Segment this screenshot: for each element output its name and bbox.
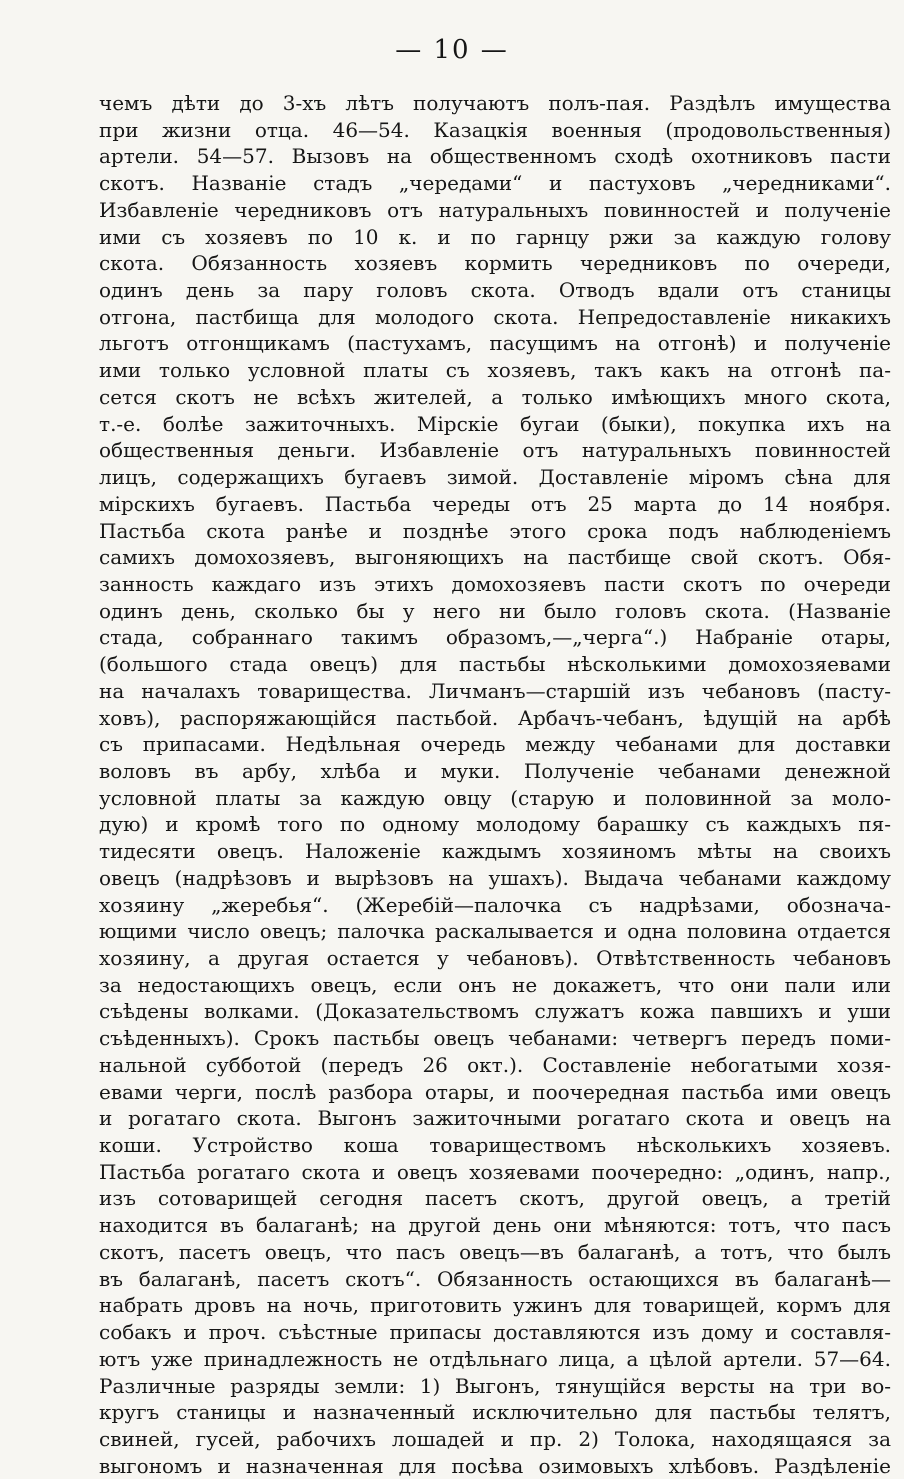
text-line: условной платы за каждую овцу (старую и половинной за моло-: [99, 785, 891, 810]
text-line: собакъ и проч. съѣстные припасы доставляются изъ дому и составля-: [99, 1320, 891, 1345]
text-line: сется скотъ не всѣхъ жителей, а только имѣющихъ много скота,: [99, 384, 891, 409]
text-line: мірскихъ бугаевъ. Пастьба череды отъ 25 марта до 14 ноября.: [99, 491, 891, 516]
text-line: ховъ), распоряжающійся пастьбой. Арбачъ-чебанъ, ѣдущій на арбѣ: [99, 705, 891, 730]
text-line: изъ сотоварищей сегодня пасетъ скотъ, другой овецъ, а третій: [99, 1186, 891, 1211]
text-line: ютъ уже принадлежность не отдѣльнаго лица, а цѣлой артели. 57—64.: [99, 1346, 891, 1371]
page-number: — 10 —: [395, 35, 509, 65]
text-line: лицъ, содержащихъ бугаевъ зимой. Доставленіе міромъ сѣна для: [99, 465, 891, 490]
text-line: при жизни отца. 46—54. Казацкія военныя (продовольственныя): [99, 117, 891, 142]
text-line: выгономъ и назначенная для посѣва озимовыхъ хлѣбовъ. Раздѣленіе: [99, 1453, 891, 1478]
text-line: одинъ день за пару головъ скота. Отводъ вдали отъ станицы: [99, 278, 891, 303]
body-text: [99, 90, 891, 1479]
text-line: артели. 54—57. Вызовъ на общественномъ сходѣ охотниковъ пасти: [99, 144, 891, 169]
text-line: хозяину „жеребья“. (Жеребій—палочка съ надрѣзами, обознача-: [99, 892, 891, 917]
text-line: въ балаганѣ, пасетъ скотъ“. Обязанность остающихся въ балаганѣ—: [99, 1266, 891, 1291]
text-line: находится въ балаганѣ; на другой день они мѣняются: тотъ, что пасъ: [99, 1213, 891, 1238]
text-line: стада, собраннаго такимъ образомъ,—„черга“.) Набраніе отары,: [99, 625, 891, 650]
text-line: занность каждаго изъ этихъ домохозяевъ пасти скотъ по очереди: [99, 571, 891, 596]
text-line: съ припасами. Недѣльная очередь между чебанами для доставки: [99, 732, 891, 757]
text-line: свиней, гусей, рабочихъ лошадей и пр. 2) Толока, находящаяся за: [99, 1426, 891, 1451]
text-line: Пастьба рогатаго скота и овецъ хозяевами поочередно: „одинъ, напр.,: [99, 1159, 891, 1184]
text-line: дую) и кромѣ того по одному молодому барашку съ каждыхъ пя-: [99, 812, 891, 837]
text-line: Избавленіе чередниковъ отъ натуральныхъ повинностей и полученіе: [99, 197, 891, 222]
text-line: Различные разряды земли: 1) Выгонъ, тянущійся версты на три во-: [99, 1373, 891, 1398]
text-line: самихъ домохозяевъ, выгоняющихъ на пастбище свой скотъ. Обя-: [99, 545, 891, 570]
text-line: скота. Обязанность хозяевъ кормить чередниковъ по очереди,: [99, 251, 891, 276]
text-line: отгона, пастбища для молодого скота. Непредоставленіе никакихъ: [99, 304, 891, 329]
text-line: ими только условной платы съ хозяевъ, такъ какъ на отгонѣ па-: [99, 358, 891, 383]
text-line: воловъ въ арбу, хлѣба и муки. Полученіе чебанами денежной: [99, 758, 891, 783]
text-line: (большого стада овецъ) для пастьбы нѣсколькими домохозяевами: [99, 652, 891, 677]
text-line: кругъ станицы и назначенный исключительно для пастьбы телятъ,: [99, 1400, 891, 1425]
text-line: овецъ (надрѣзовъ и вырѣзовъ на ушахъ). Выдача чебанами каждому: [99, 865, 891, 890]
text-line: т.-е. болѣе зажиточныхъ. Мірскіе бугаи (быки), покупка ихъ на: [99, 411, 891, 436]
text-line: нальной субботой (передъ 26 окт.). Составленіе небогатыми хозя-: [99, 1052, 891, 1077]
text-line: ими съ хозяевъ по 10 к. и по гарнцу ржи за каждую голову: [99, 224, 891, 249]
text-line: скотъ. Названіе стадъ „чередами“ и пастуховъ „чередниками“.: [99, 171, 891, 196]
text-line: евами черги, послѣ разбора отары, и поочередная пастьба ими овецъ: [99, 1079, 891, 1104]
text-line: коши. Устройство коша товариществомъ нѣсколькихъ хозяевъ.: [99, 1133, 891, 1158]
text-line: съѣдены волками. (Доказательствомъ служатъ кожа павшихъ и уши: [99, 999, 891, 1024]
text-line: тидесяти овецъ. Наложеніе каждымъ хозяиномъ мѣты на своихъ: [99, 839, 891, 864]
text-line: льготъ отгонщикамъ (пастухамъ, пасущимъ на отгонѣ) и полученіе: [99, 331, 891, 356]
text-line: чемъ дѣти до 3-хъ лѣтъ получаютъ полъ-пая. Раздѣлъ имущества: [99, 91, 891, 115]
text-line: хозяину, а другая остается у чебановъ). Отвѣтственность чебановъ: [99, 946, 891, 970]
text-line: набрать дровъ на ночь, приготовить ужинъ для товарищей, кормъ для: [99, 1293, 891, 1318]
text-line: скотъ, пасетъ овецъ, что пасъ овецъ—въ балаганѣ, а тотъ, что былъ: [99, 1239, 891, 1264]
text-line: съѣденныхъ). Срокъ пастьбы овецъ чебанами: четвергъ передъ поми-: [99, 1026, 891, 1051]
text-line: на началахъ товарищества. Личманъ—старшій изъ чебановъ (пасту-: [99, 678, 891, 703]
text-line: общественныя деньги. Избавленіе отъ натуральныхъ повинностей: [99, 438, 891, 463]
text-line: ющими число овецъ; палочка раскалывается и одна половина отдается: [99, 919, 891, 944]
text-line: одинъ день, сколько бы у него ни было головъ скота. (Названіе: [99, 598, 891, 623]
text-line: Пастьба скота ранѣе и позднѣе этого срока подъ наблюденіемъ: [99, 518, 891, 543]
text-line: за недостающихъ овецъ, если онъ не докажетъ, что они пали или: [99, 972, 891, 997]
text-line: и рогатаго скота. Выгонъ зажиточными рогатаго скота и овецъ на: [99, 1106, 891, 1131]
